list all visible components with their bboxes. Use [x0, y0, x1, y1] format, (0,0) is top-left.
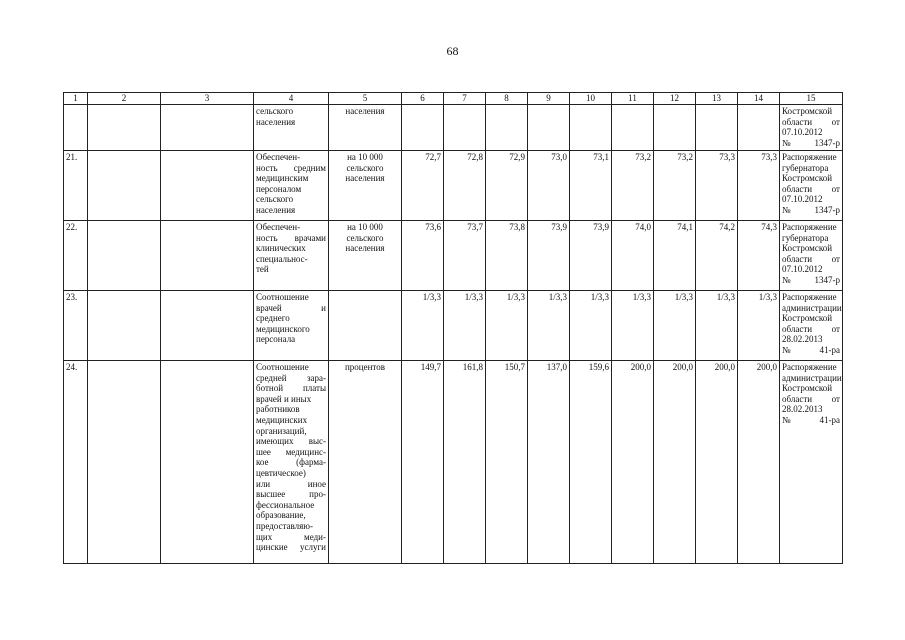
cell-line: щих меди- — [256, 531, 326, 542]
cell-line: цинские услуги — [256, 542, 326, 553]
cell-line: образование, — [256, 510, 306, 521]
cell-line: Костромской — [782, 173, 833, 184]
value-cell: 1/3,3 — [654, 291, 696, 361]
cell-line: персонала — [256, 334, 296, 345]
row-number-cell: 22. — [64, 221, 88, 291]
unit-cell — [329, 105, 402, 151]
cell-line: Распоряжение — [782, 362, 837, 372]
cell-line: медицинским — [256, 173, 309, 184]
value-cell: 200,0 — [696, 361, 738, 564]
empty-cell-col2 — [88, 151, 161, 221]
value-cell — [528, 105, 570, 151]
cell-line: Распоряжение — [782, 222, 837, 232]
value-cell — [486, 105, 528, 151]
document-cell — [780, 105, 843, 151]
indicator-cell — [254, 291, 329, 361]
cell-line: врачей и — [256, 302, 326, 313]
value-cell: 1/3,3 — [444, 291, 486, 361]
empty-cell-col2 — [88, 221, 161, 291]
value-cell: 200,0 — [612, 361, 654, 564]
unit-cell — [329, 221, 402, 291]
value-cell: 72,7 — [402, 151, 444, 221]
value-cell — [738, 105, 780, 151]
cell-line: Обеспечен- — [256, 152, 301, 162]
value-cell — [696, 105, 738, 151]
value-cell: 73,7 — [444, 221, 486, 291]
value-cell: 72,9 — [486, 151, 528, 221]
value-cell: 72,8 — [444, 151, 486, 221]
value-cell: 73,8 — [486, 221, 528, 291]
value-cell: 200,0 — [738, 361, 780, 564]
cell-line: Костромской — [782, 243, 833, 254]
cell-line: кое (фарма- — [256, 457, 326, 468]
cell-line: 07.10.2012 — [782, 127, 823, 138]
empty-cell-col3 — [161, 151, 254, 221]
cell-line: врачей и иных — [256, 393, 312, 404]
table-row — [64, 361, 843, 564]
cell-line: клинических — [256, 243, 306, 254]
header-cell: 13 — [696, 93, 738, 105]
cell-line: губернатора — [782, 232, 829, 243]
cell-line: сельского — [346, 232, 384, 243]
indicator-table — [63, 92, 843, 564]
cell-line: 07.10.2012 — [782, 264, 823, 275]
cell-line: цевтическое) — [256, 467, 306, 478]
empty-cell-col2 — [88, 105, 161, 151]
document-cell — [780, 221, 843, 291]
header-cell: 12 — [654, 93, 696, 105]
cell-line: Обеспечен- — [256, 222, 301, 232]
cell-line: ность врачами — [256, 232, 326, 243]
value-cell: 1/3,3 — [528, 291, 570, 361]
cell-line: ботной платы — [256, 383, 326, 394]
indicator-cell — [254, 361, 329, 564]
value-cell: 73,9 — [528, 221, 570, 291]
cell-line: персоналом — [256, 183, 302, 194]
row-number-cell: 21. — [64, 151, 88, 221]
header-cell: 10 — [570, 93, 612, 105]
cell-line: губернатора — [782, 162, 829, 173]
empty-cell-col3 — [161, 105, 254, 151]
table-row — [64, 221, 843, 291]
header-cell: 8 — [486, 93, 528, 105]
header-cell: 11 — [612, 93, 654, 105]
value-cell: 137,0 — [528, 361, 570, 564]
cell-line: населения — [256, 204, 296, 215]
value-cell: 200,0 — [654, 361, 696, 564]
value-cell: 73,0 — [528, 151, 570, 221]
cell-line: тей — [256, 264, 269, 275]
cell-line: среднего — [256, 313, 290, 324]
cell-line: администрации — [782, 372, 842, 383]
cell-line: Костромской — [782, 313, 833, 324]
indicator-cell — [254, 151, 329, 221]
cell-line: медицинского — [256, 323, 310, 334]
header-cell: 14 — [738, 93, 780, 105]
indicator-cell — [254, 221, 329, 291]
empty-cell-col3 — [161, 291, 254, 361]
document-cell — [780, 151, 843, 221]
cell-line: № 1347-р — [782, 274, 840, 285]
value-cell: 73,1 — [570, 151, 612, 221]
value-cell: 1/3,3 — [696, 291, 738, 361]
row-number-cell: 23. — [64, 291, 88, 361]
cell-line: населения — [345, 106, 385, 116]
value-cell: 159,6 — [570, 361, 612, 564]
cell-line: области от — [782, 183, 840, 194]
cell-line: Соотношение — [256, 292, 309, 302]
cell-line: средней зара- — [256, 372, 326, 383]
value-cell: 1/3,3 — [738, 291, 780, 361]
value-cell: 150,7 — [486, 361, 528, 564]
value-cell — [444, 105, 486, 151]
header-cell: 7 — [444, 93, 486, 105]
value-cell — [570, 105, 612, 151]
cell-line: Распоряжение — [782, 152, 837, 162]
empty-cell-col2 — [88, 291, 161, 361]
value-cell: 161,8 — [444, 361, 486, 564]
value-cell — [654, 105, 696, 151]
cell-line: сельского — [256, 106, 294, 116]
unit-cell — [329, 291, 402, 361]
row-number-cell — [64, 105, 88, 151]
header-cell: 3 — [161, 93, 254, 105]
empty-cell-col3 — [161, 361, 254, 564]
value-cell: 74,2 — [696, 221, 738, 291]
cell-line: ность средним — [256, 162, 326, 173]
table-row — [64, 105, 843, 151]
value-cell: 73,2 — [612, 151, 654, 221]
value-cell: 74,1 — [654, 221, 696, 291]
page-number: 68 — [446, 44, 459, 58]
header-row — [64, 93, 843, 105]
row-number-cell: 24. — [64, 361, 88, 564]
table-row — [64, 151, 843, 221]
table-row — [64, 291, 843, 361]
value-cell: 1/3,3 — [612, 291, 654, 361]
value-cell: 73,3 — [696, 151, 738, 221]
cell-line: области от — [782, 323, 840, 334]
cell-line: области от — [782, 253, 840, 264]
cell-line: шее медицинс- — [256, 446, 326, 457]
value-cell: 73,6 — [402, 221, 444, 291]
value-cell: 1/3,3 — [570, 291, 612, 361]
cell-line: Костромской — [782, 383, 833, 394]
cell-line: имеющих выс- — [256, 436, 326, 447]
cell-line: медицинских — [256, 414, 308, 425]
empty-cell-col2 — [88, 361, 161, 564]
indicator-cell — [254, 105, 329, 151]
header-cell: 2 — [88, 93, 161, 105]
cell-line: 07.10.2012 — [782, 194, 823, 205]
value-cell: 73,2 — [654, 151, 696, 221]
cell-line: работников — [256, 404, 300, 415]
cell-line: населения — [345, 173, 385, 184]
cell-line: на 10 000 — [347, 222, 383, 232]
unit-cell — [329, 361, 402, 564]
empty-cell-col3 — [161, 221, 254, 291]
value-cell: 74,3 — [738, 221, 780, 291]
cell-line: населения — [256, 116, 296, 127]
header-cell: 1 — [64, 93, 88, 105]
header-cell: 15 — [780, 93, 843, 105]
value-cell: 1/3,3 — [486, 291, 528, 361]
header-cell: 5 — [329, 93, 402, 105]
cell-line: № 41-ра — [782, 414, 840, 425]
cell-line: администрации — [782, 302, 842, 313]
value-cell: 1/3,3 — [402, 291, 444, 361]
cell-line: или иное — [256, 478, 326, 489]
unit-cell — [329, 151, 402, 221]
value-cell — [402, 105, 444, 151]
cell-line: № 41-ра — [782, 344, 840, 355]
cell-line: сельского — [256, 194, 294, 205]
cell-line: Костромской — [782, 106, 833, 116]
cell-line: № 1347-р — [782, 204, 840, 215]
cell-line: высшее про- — [256, 489, 326, 500]
header-cell: 6 — [402, 93, 444, 105]
cell-line: населения — [345, 243, 385, 254]
value-cell: 74,0 — [612, 221, 654, 291]
cell-line: № 1347-р — [782, 137, 840, 148]
header-cell: 9 — [528, 93, 570, 105]
cell-line: на 10 000 — [347, 152, 383, 162]
cell-line: 28.02.2013 — [782, 404, 823, 415]
cell-line: Распоряжение — [782, 292, 837, 302]
cell-line: фессиональное — [256, 499, 315, 510]
cell-line: Соотношение — [256, 362, 309, 372]
document-cell — [780, 291, 843, 361]
value-cell: 73,9 — [570, 221, 612, 291]
cell-line: специальнос- — [256, 253, 308, 264]
document-cell — [780, 361, 843, 564]
cell-line: процентов — [344, 362, 385, 372]
cell-line: области от — [782, 116, 840, 127]
value-cell: 73,3 — [738, 151, 780, 221]
cell-line: организаций, — [256, 425, 307, 436]
cell-line: сельского — [346, 162, 384, 173]
cell-line: области от — [782, 393, 840, 404]
header-cell: 4 — [254, 93, 329, 105]
cell-line: предоставляю- — [256, 520, 314, 531]
cell-line: 28.02.2013 — [782, 334, 823, 345]
value-cell — [612, 105, 654, 151]
value-cell: 149,7 — [402, 361, 444, 564]
